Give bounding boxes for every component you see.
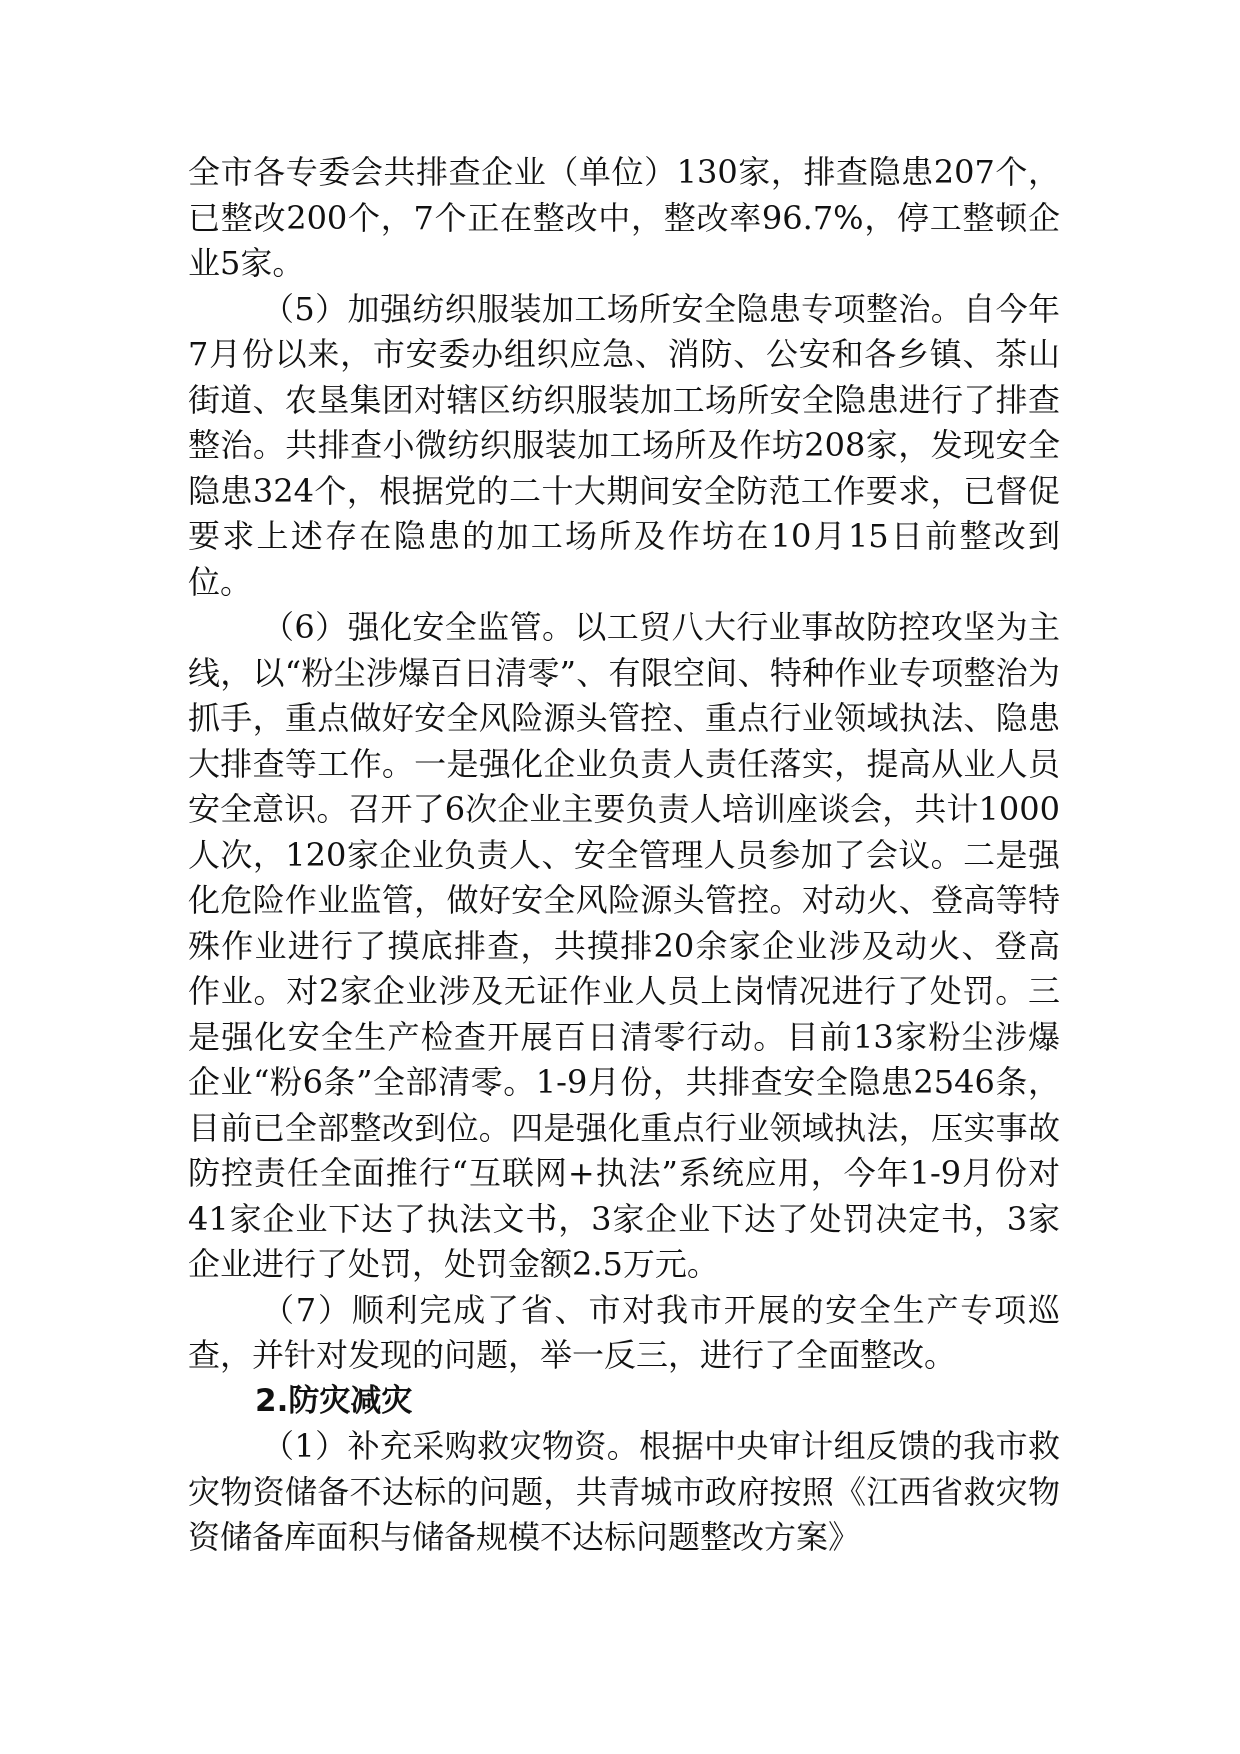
section-heading-disaster-reduction: 2.防灾减灾	[255, 1382, 413, 1419]
paragraph-item-7: （7）顺利完成了省、市对我市开展的安全生产专项巡查，并针对发现的问题，举一反三，进行了全面整改。	[188, 1290, 1060, 1374]
paragraph-continuation: 全市各专委会共排查企业（单位）130家，排查隐患207个，已整改200个，7个正在整改中，整改率96.7%，停工整顿企业5家。	[188, 153, 1060, 282]
paragraph-item-6: （6）强化安全监管。以工贸八大行业事故防控攻坚为主线，以“粉尘涉爆百日清零”、有限空间、特种作业专项整治为抓手，重点做好安全风险源头管控、重点行业领域执法、隐患大排查等工作。一是强化企业负责人责任落实，提高从业人员安全意识。召开了6次企业主要负责人培训座谈会，共计1000人次，120家企业负责人、安全管理人员参加了会议。二是强化危险作业监管，做好安全风险源头管控。对动火、登高等特殊作业进行了摸底排查，共摸排20余家企业涉及动火、登高作业。对2家企业涉及无证作业人员上岗情况进行了处罚。三是强化安全生产检查开展百日清零行动。目前13家粉尘涉爆企业“粉6条”全部清零。1-9月份，共排查安全隐患2546条，目前已全部整改到位。四是强化重点行业领域执法，压实事故防控责任全面推行“互联网+执法”系统应用，今年1-9月份对41家企业下达了执法文书，3家企业下达了处罚决定书，3家企业进行了处罚，处罚金额2.5万元。	[188, 608, 1060, 1283]
document-page	[188, 150, 1060, 1561]
paragraph-item-5: （5）加强纺织服装加工场所安全隐患专项整治。自今年7月份以来，市安委办组织应急、消防、公安和各乡镇、茶山街道、农垦集团对辖区纺织服装加工场所安全隐患进行了排查整治。共排查小微纺织服装加工场所及作坊208家，发现安全隐患324个，根据党的二十大期间安全防范工作要求，已督促要求上述存在隐患的加工场所及作坊在10月15日前整改到位。	[188, 289, 1060, 601]
paragraph-disaster-item-1: （1）补充采购救灾物资。根据中央审计组反馈的我市救灾物资储备不达标的问题，共青城市政府按照《江西省救灾物资储备库面积与储备规模不达标问题整改方案》	[188, 1427, 1060, 1556]
